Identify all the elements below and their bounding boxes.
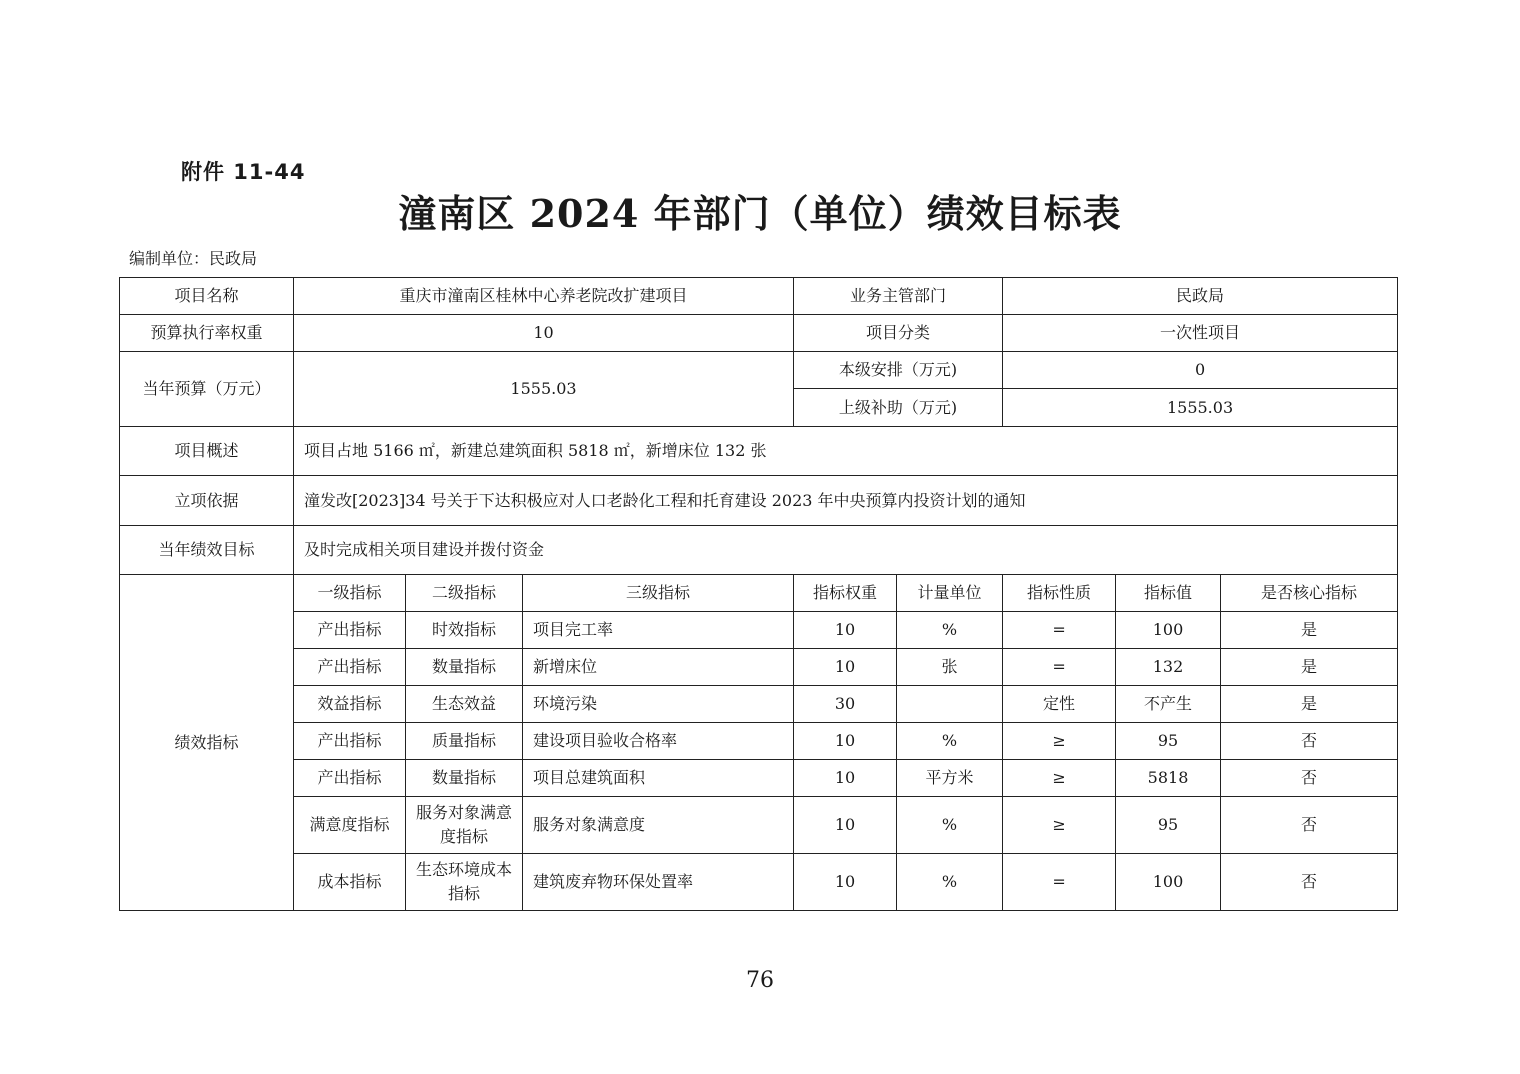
cell-value: 95 (1116, 723, 1221, 760)
cell-level2: 数量指标 (406, 649, 523, 686)
basis-value: 潼发改[2023]34 号关于下达积极应对人口老龄化工程和托育建设 2023 年中央预算内投资计划的通知 (294, 476, 1398, 526)
dept-value: 民政局 (1003, 278, 1398, 315)
cell-level2: 生态环境成本指标 (406, 854, 523, 911)
indicator-row (120, 649, 1398, 686)
cell-weight: 10 (794, 723, 897, 760)
cell-core: 是 (1221, 612, 1398, 649)
cell-level3: 新增床位 (523, 649, 794, 686)
upper-label: 上级补助（万元) (794, 389, 1003, 427)
header-core: 是否核心指标 (1221, 575, 1398, 612)
header-level3: 三级指标 (523, 575, 794, 612)
cell-unit: % (897, 612, 1003, 649)
overview-label: 项目概述 (120, 427, 294, 476)
cell-nature: ≥ (1003, 797, 1116, 854)
header-nature: 指标性质 (1003, 575, 1116, 612)
cell-level3: 建筑废弃物环保处置率 (523, 854, 794, 911)
cell-core: 否 (1221, 797, 1398, 854)
cell-value: 5818 (1116, 760, 1221, 797)
page-title: 潼南区 2024 年部门（单位）绩效目标表 (398, 191, 1122, 236)
performance-target-table (119, 277, 1398, 911)
category-value: 一次性项目 (1003, 315, 1398, 352)
cell-value: 95 (1116, 797, 1221, 854)
budget-value: 1555.03 (294, 352, 794, 427)
local-value: 0 (1003, 352, 1398, 389)
cell-level1: 产出指标 (294, 649, 406, 686)
cell-level1: 产出指标 (294, 612, 406, 649)
cell-level2: 质量指标 (406, 723, 523, 760)
header-level2: 二级指标 (406, 575, 523, 612)
cell-nature: ≥ (1003, 723, 1116, 760)
cell-weight: 10 (794, 760, 897, 797)
cell-core: 是 (1221, 649, 1398, 686)
cell-level1: 成本指标 (294, 854, 406, 911)
header-level1: 一级指标 (294, 575, 406, 612)
attachment-label: 附件 11-44 (181, 160, 306, 184)
cell-weight: 30 (794, 686, 897, 723)
cell-value: 不产生 (1116, 686, 1221, 723)
basis-label: 立项依据 (120, 476, 294, 526)
indicator-row (120, 612, 1398, 649)
upper-value: 1555.03 (1003, 389, 1398, 427)
indicator-row (120, 723, 1398, 760)
page-number: 76 (746, 968, 774, 993)
cell-nature: = (1003, 854, 1116, 911)
cell-nature: ≥ (1003, 760, 1116, 797)
local-label: 本级安排（万元) (794, 352, 1003, 389)
cell-nature: = (1003, 649, 1116, 686)
row-goal (120, 526, 1398, 575)
project-name-value: 重庆市潼南区桂林中心养老院改扩建项目 (294, 278, 794, 315)
cell-level2: 生态效益 (406, 686, 523, 723)
cell-value: 100 (1116, 854, 1221, 911)
cell-unit: 张 (897, 649, 1003, 686)
budget-label: 当年预算（万元） (120, 352, 294, 427)
cell-core: 是 (1221, 686, 1398, 723)
cell-unit: % (897, 854, 1003, 911)
row-overview (120, 427, 1398, 476)
goal-label: 当年绩效目标 (120, 526, 294, 575)
cell-level1: 产出指标 (294, 760, 406, 797)
indicator-row (120, 797, 1398, 854)
goal-value: 及时完成相关项目建设并拨付资金 (294, 526, 1398, 575)
indicators-section-label: 绩效指标 (120, 575, 294, 911)
cell-value: 132 (1116, 649, 1221, 686)
category-label: 项目分类 (794, 315, 1003, 352)
cell-unit: % (897, 723, 1003, 760)
cell-nature: 定性 (1003, 686, 1116, 723)
cell-level2: 服务对象满意度指标 (406, 797, 523, 854)
cell-weight: 10 (794, 649, 897, 686)
cell-level3: 项目完工率 (523, 612, 794, 649)
indicator-row (120, 854, 1398, 911)
cell-level1: 效益指标 (294, 686, 406, 723)
header-weight: 指标权重 (794, 575, 897, 612)
dept-label: 业务主管部门 (794, 278, 1003, 315)
header-value: 指标值 (1116, 575, 1221, 612)
cell-level3: 项目总建筑面积 (523, 760, 794, 797)
cell-level3: 服务对象满意度 (523, 797, 794, 854)
cell-weight: 10 (794, 797, 897, 854)
weight-value: 10 (294, 315, 794, 352)
cell-nature: = (1003, 612, 1116, 649)
cell-core: 否 (1221, 760, 1398, 797)
cell-level1: 满意度指标 (294, 797, 406, 854)
weight-label: 预算执行率权重 (120, 315, 294, 352)
indicator-header-row (120, 575, 1398, 612)
project-name-label: 项目名称 (120, 278, 294, 315)
indicator-row (120, 686, 1398, 723)
cell-level3: 环境污染 (523, 686, 794, 723)
cell-level3: 建设项目验收合格率 (523, 723, 794, 760)
header-unit: 计量单位 (897, 575, 1003, 612)
row-basis (120, 476, 1398, 526)
cell-weight: 10 (794, 854, 897, 911)
cell-weight: 10 (794, 612, 897, 649)
row-weight (120, 315, 1398, 352)
cell-core: 否 (1221, 723, 1398, 760)
cell-unit (897, 686, 1003, 723)
cell-unit: 平方米 (897, 760, 1003, 797)
row-project-name (120, 278, 1398, 315)
cell-core: 否 (1221, 854, 1398, 911)
cell-unit: % (897, 797, 1003, 854)
cell-level2: 时效指标 (406, 612, 523, 649)
indicator-row (120, 760, 1398, 797)
cell-level1: 产出指标 (294, 723, 406, 760)
cell-level2: 数量指标 (406, 760, 523, 797)
overview-value: 项目占地 5166 ㎡，新建总建筑面积 5818 ㎡，新增床位 132 张 (294, 427, 1398, 476)
row-budget (120, 352, 1398, 389)
cell-value: 100 (1116, 612, 1221, 649)
compiling-unit: 编制单位：民政局 (129, 249, 258, 268)
